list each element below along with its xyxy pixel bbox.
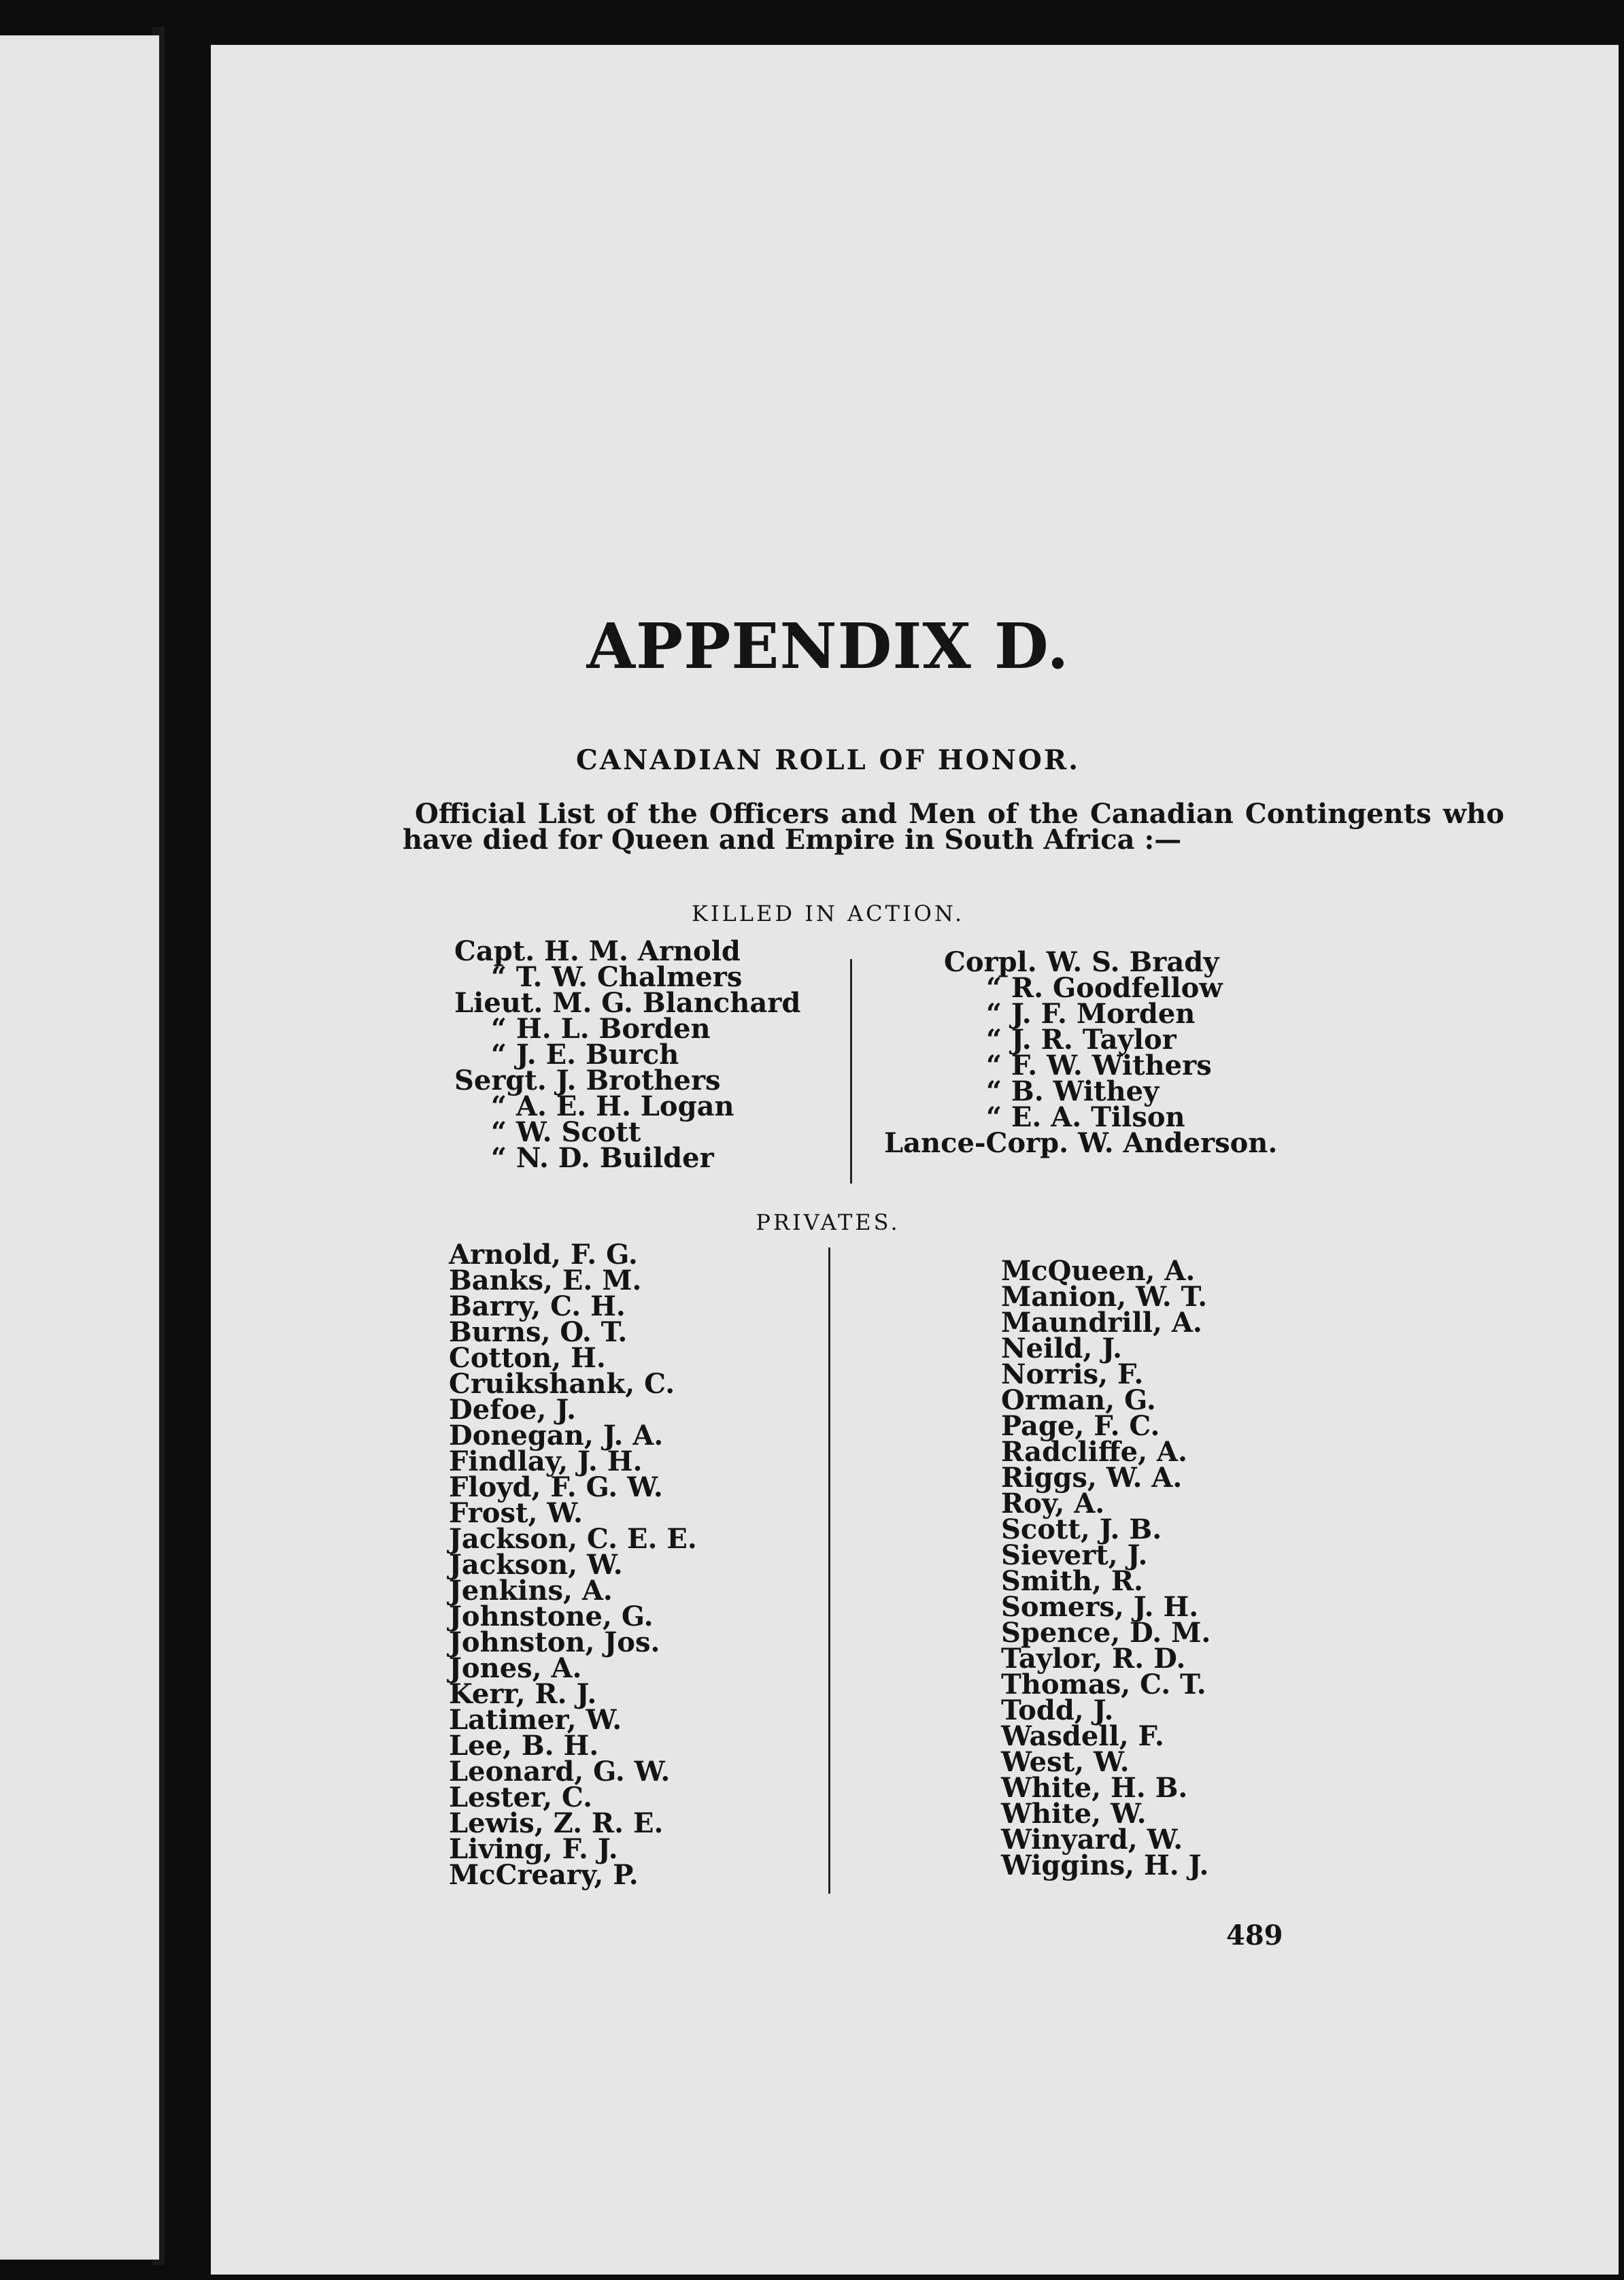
officers-left-column [454, 935, 801, 1174]
private-entry: Wiggins, H. J. [1001, 1849, 1209, 1881]
private-entry: Wasdell, F. [1001, 1720, 1164, 1752]
officer-entry: “ B. Withey [986, 1075, 1160, 1107]
officer-entry: Corpl. W. S. Brady [944, 946, 1219, 978]
officer-entry: Lance-Corp. W. Anderson. [884, 1127, 1278, 1159]
private-entry: Latimer, W. [449, 1704, 622, 1736]
officer-entry: “ T. W. Chalmers [491, 961, 743, 993]
private-entry: Norris, F. [1001, 1358, 1144, 1390]
officer-entry: “ E. A. Tilson [986, 1101, 1185, 1133]
intro-paragraph: Official List of the Officers and Men of the Canadian Contingents who have died for Queen and Empire in South Africa :— [403, 798, 1504, 856]
private-entry: Kerr, R. J. [449, 1678, 597, 1710]
private-entry: Radcliffe, A. [1001, 1436, 1187, 1468]
private-entry: Taylor, R. D. [1001, 1643, 1186, 1675]
private-entry: Arnold, F. G. [449, 1239, 638, 1271]
private-entry: Barry, C. H. [449, 1290, 626, 1322]
private-entry: Winyard, W. [1001, 1824, 1183, 1856]
private-entry: Jackson, W. [449, 1549, 623, 1581]
private-entry: Living, F. J. [449, 1833, 618, 1865]
facing-page [0, 35, 159, 2260]
private-entry: Page, F. C. [1001, 1410, 1160, 1442]
private-entry: Somers, J. H. [1001, 1591, 1199, 1623]
private-entry: Sievert, J. [1001, 1539, 1148, 1571]
private-entry: Leonard, G. W. [449, 1756, 671, 1788]
private-entry: Jones, A. [449, 1652, 582, 1684]
appendix-title: APPENDIX D. [586, 609, 1070, 683]
private-entry: Neild, J. [1001, 1332, 1122, 1364]
private-entry: Lester, C. [449, 1781, 593, 1813]
private-entry: Lewis, Z. R. E. [449, 1807, 664, 1839]
private-entry: Defoe, J. [449, 1394, 577, 1426]
private-entry: Riggs, W. A. [1001, 1462, 1183, 1494]
private-entry: Jackson, C. E. E. [449, 1523, 697, 1555]
private-entry: Scott, J. B. [1001, 1513, 1162, 1545]
privates-left-column [449, 1239, 697, 1891]
private-entry: Frost, W. [449, 1497, 583, 1529]
private-entry: Roy, A. [1001, 1488, 1105, 1520]
private-entry: Donegan, J. A. [449, 1420, 664, 1452]
officer-entry: Capt. H. M. Arnold [454, 935, 741, 967]
officer-entry: “ J. F. Morden [986, 998, 1196, 1030]
private-entry: Smith, R. [1001, 1565, 1143, 1597]
private-entry: Cotton, H. [449, 1342, 606, 1374]
private-entry: Manion, W. T. [1001, 1281, 1208, 1313]
private-entry: White, H. B. [1001, 1772, 1188, 1804]
private-entry: Burns, O. T. [449, 1316, 628, 1348]
private-entry: McCreary, P. [449, 1859, 639, 1891]
officer-entry: “ H. L. Borden [491, 1013, 711, 1045]
private-entry: Jenkins, A. [449, 1575, 613, 1607]
killed-in-action-heading: KILLED IN ACTION. [692, 901, 964, 926]
officer-entry: Lieut. M. G. Blanchard [454, 987, 801, 1019]
roll-of-honor-subtitle: CANADIAN ROLL OF HONOR. [575, 744, 1081, 776]
officers-column-divider [850, 959, 852, 1184]
private-entry: Spence, D. M. [1001, 1617, 1211, 1649]
page-number: 489 [1226, 1919, 1283, 1951]
officer-entry: “ W. Scott [491, 1116, 641, 1148]
private-entry: Johnston, Jos. [449, 1626, 660, 1658]
officer-entry: “ N. D. Builder [491, 1142, 714, 1174]
book-page [211, 45, 1619, 2275]
private-entry: White, W. [1001, 1798, 1147, 1830]
private-entry: Banks, E. M. [449, 1264, 642, 1296]
officers-right-column [884, 946, 1278, 1159]
officer-entry: “ A. E. H. Logan [491, 1090, 734, 1122]
officer-entry: “ R. Goodfellow [986, 972, 1223, 1004]
privates-column-divider [828, 1247, 830, 1894]
privates-heading: PRIVATES. [756, 1209, 900, 1235]
private-entry: Floyd, F. G. W. [449, 1471, 663, 1503]
private-entry: Johnstone, G. [449, 1600, 654, 1632]
private-entry: Todd, J. [1001, 1694, 1114, 1726]
private-entry: Orman, G. [1001, 1384, 1156, 1416]
private-entry: Cruikshank, C. [449, 1368, 675, 1400]
officer-entry: “ J. R. Taylor [986, 1024, 1177, 1056]
private-entry: Maundrill, A. [1001, 1307, 1202, 1339]
private-entry: Lee, B. H. [449, 1730, 599, 1762]
private-entry: Findlay, J. H. [449, 1445, 643, 1477]
officer-entry: “ J. E. Burch [491, 1039, 679, 1071]
officer-entry: Sergt. J. Brothers [454, 1064, 721, 1096]
private-entry: McQueen, A. [1001, 1255, 1196, 1287]
private-entry: West, W. [1001, 1746, 1130, 1778]
private-entry: Thomas, C. T. [1001, 1669, 1206, 1700]
officer-entry: “ F. W. Withers [986, 1050, 1212, 1082]
privates-right-column [1001, 1255, 1211, 1881]
